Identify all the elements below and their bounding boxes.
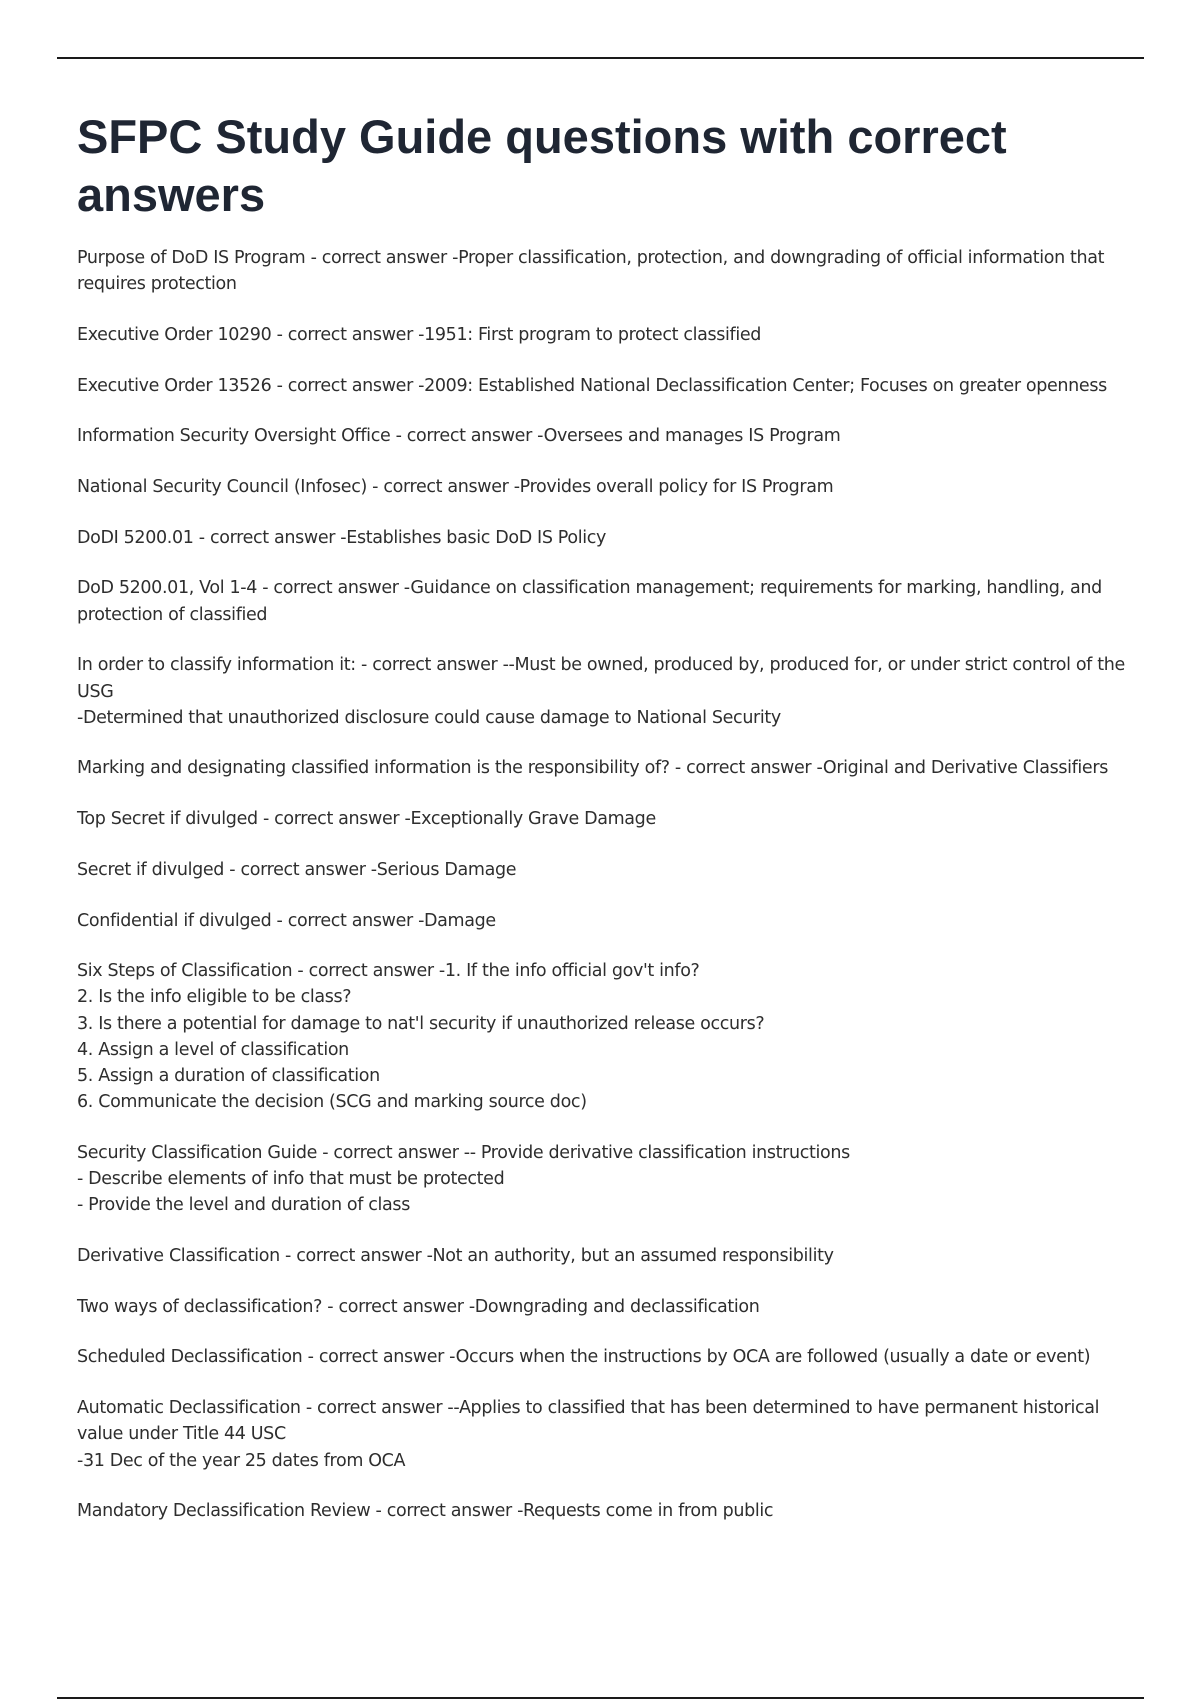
qa-item: Executive Order 10290 - correct answer -1951: First program to protect classified xyxy=(77,324,762,345)
bottom-divider xyxy=(57,1697,1144,1699)
qa-item: DoD 5200.01, Vol 1-4 - correct answer -Guidance on classification management; requirements for marking, handling, and protection of classified xyxy=(77,578,1108,625)
qa-item: National Security Council (Infosec) - correct answer -Provides overall policy for IS Program xyxy=(77,477,834,498)
qa-item: Derivative Classification - correct answer -Not an authority, but an assumed responsibility xyxy=(77,1246,834,1267)
page-title: SFPC Study Guide questions with correct answers xyxy=(77,110,1007,221)
qa-item: Purpose of DoD IS Program - correct answer -Proper classification, protection, and downgrading of official information that requires protection xyxy=(77,248,1110,295)
qa-item: Automatic Declassification - correct answer --Applies to classified that has been determined to have permanent historical value under Title 44 USC -31 Dec of the year 25 dates from OCA xyxy=(77,1398,1100,1471)
qa-item: DoDI 5200.01 - correct answer -Establishes basic DoD IS Policy xyxy=(77,527,607,548)
qa-item: Six Steps of Classification - correct answer -1. If the info official gov't info? 2. Is the info eligible to be class? 3. Is there a potential for damage to nat'l security if unauthorized release occurs? 4. Assign a level of classification 5. Assign a duration of classification 6. Communicate the decision (SCG and marking source doc) xyxy=(77,961,765,1113)
qa-item: Marking and designating classified information is the responsibility of? - correct answer -Original and Derivative Classifiers xyxy=(77,758,1108,779)
qa-item: Scheduled Declassification - correct answer -Occurs when the instructions by OCA are followed (usually a date or event) xyxy=(77,1347,1091,1368)
qa-item: Two ways of declassification? - correct answer -Downgrading and declassification xyxy=(77,1296,760,1317)
qa-item: Secret if divulged - correct answer -Serious Damage xyxy=(77,859,517,880)
qa-item: Top Secret if divulged - correct answer -Exceptionally Grave Damage xyxy=(77,809,656,830)
qa-item: Executive Order 13526 - correct answer -2009: Established National Declassification Center; Focuses on greater openness xyxy=(77,375,1107,396)
qa-item: Security Classification Guide - correct answer -- Provide derivative classification instructions - Describe elements of info that must be protected - Provide the level and duration of class xyxy=(77,1142,850,1216)
qa-list xyxy=(77,245,1145,1549)
top-divider xyxy=(57,57,1144,59)
qa-item: Mandatory Declassification Review - correct answer -Requests come in from public xyxy=(77,1501,774,1522)
qa-item: Confidential if divulged - correct answer -Damage xyxy=(77,910,496,931)
qa-item: Information Security Oversight Office - correct answer -Oversees and manages IS Program xyxy=(77,426,841,447)
qa-item: In order to classify information it: - correct answer --Must be owned, produced by, produced for, or under strict control of the USG -Determined that unauthorized disclosure could cause damage to National Security xyxy=(77,655,1125,728)
